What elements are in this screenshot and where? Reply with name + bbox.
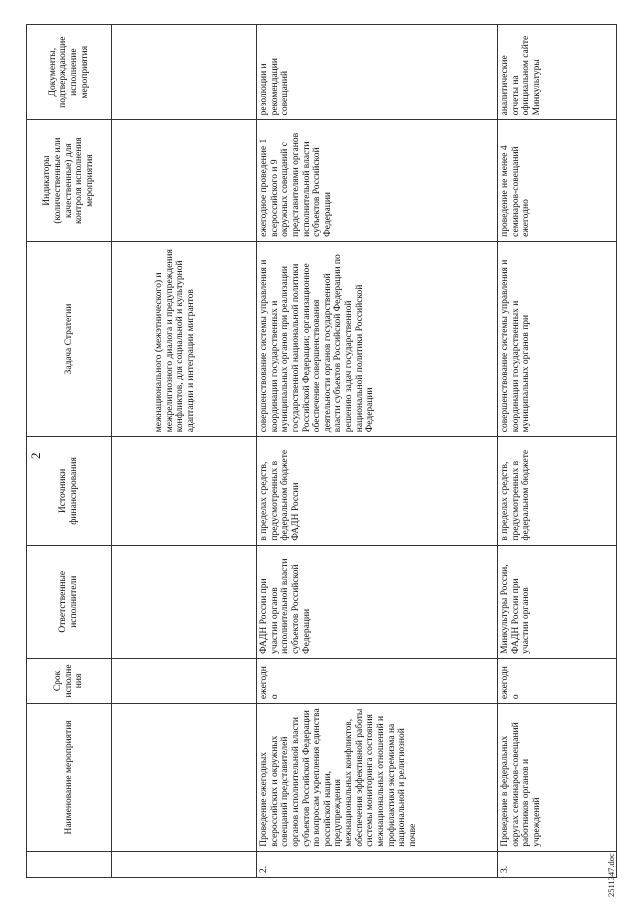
continuation-row [112, 25, 257, 878]
cell-documents: аналитические отчеты на официальном сайте Минкультуры [498, 25, 617, 120]
cell-number [112, 851, 257, 877]
page-number: 2 [28, 452, 43, 459]
cell-task [112, 241, 257, 436]
cell-documents: резолюции и рекомендации совещаний [257, 25, 498, 120]
cell-indicators [112, 120, 257, 242]
cell-indicators: ежегодное проведение 1 всероссийского и 9 окружных совещаний с представителями органов исполнительной власти субъектов Российской Федерации [257, 120, 498, 242]
cell-number: 2. [257, 851, 498, 877]
table-row [257, 25, 498, 878]
cell-responsible [112, 545, 257, 658]
task-continuation-text: межнационального (межэтнического) и межрелигиозного диалога и предупреждения конфликтов, для социальной и культурной адаптации и интеграции мигрантов [154, 249, 196, 433]
header-responsible: Ответственные исполнители [27, 545, 112, 658]
cell-task: совершенствование системы управления и координации государственных и муниципальных органов при [498, 241, 617, 436]
cell-name: Проведение ежегодных всероссийских и окружных совещаний представителей органов исполнительной власти субъектов Российской Федерации по вопросам укрепления единства российской нации, предупреждения межнациональных конфликтов, обеспечения эффективной работы системы мониторинга состояния межнациональных отношений и профилактики экстремизма на национальной и религиозной почве [257, 704, 498, 852]
table-row [498, 25, 617, 878]
cell-funding [112, 437, 257, 545]
cell-indicators: проведение не менее 4 семинаров-совещаний ежегодно [498, 120, 617, 242]
cell-term [112, 658, 257, 703]
cell-name: Проведение в федеральных округах семинаров-совещаний работников органов и учреждений [498, 704, 617, 852]
cell-task: совершенствование системы управления и координации государственных и муниципальных органов при реализации государственной национальной политики Российской Федерации; организационное обеспечение совершенствования деятельности органов государственной власти субъектов Российской Федерации по решению задач государственной национальной политики Российской Федерации [257, 241, 498, 436]
cell-term: ежегодно [257, 658, 498, 703]
header-indicators: Индикаторы (количественные или качественные) для контроля исполнения мероприятия [27, 120, 112, 242]
cell-responsible: Минкультуры России, ФАДН России при участии органов [498, 545, 617, 658]
cell-funding: в пределах средств, предусмотренных в федеральном бюджете ФАДН России [257, 437, 498, 545]
cell-number: 3. [498, 851, 617, 877]
header-documents: Документы, подтверждающие исполнение мероприятия [27, 25, 112, 120]
header-task: Задача Стратегии [27, 241, 112, 436]
header-term: Срок исполнения [27, 658, 112, 703]
cell-documents [112, 25, 257, 120]
cell-term: ежегодно [498, 658, 617, 703]
cell-funding: в пределах средств, предусмотренных в федеральном бюджете [498, 437, 617, 545]
document-file-id: 2511347.doc [606, 853, 616, 897]
header-funding: Источники финансирования [27, 437, 112, 545]
cell-responsible: ФАДН России при участии органов исполнительной власти субъектов Российской Федерации [257, 545, 498, 658]
header-number [27, 851, 112, 877]
table-header-row [27, 25, 112, 878]
action-plan-table [26, 24, 617, 878]
cell-name [112, 704, 257, 852]
header-name: Наименование мероприятия [27, 704, 112, 852]
